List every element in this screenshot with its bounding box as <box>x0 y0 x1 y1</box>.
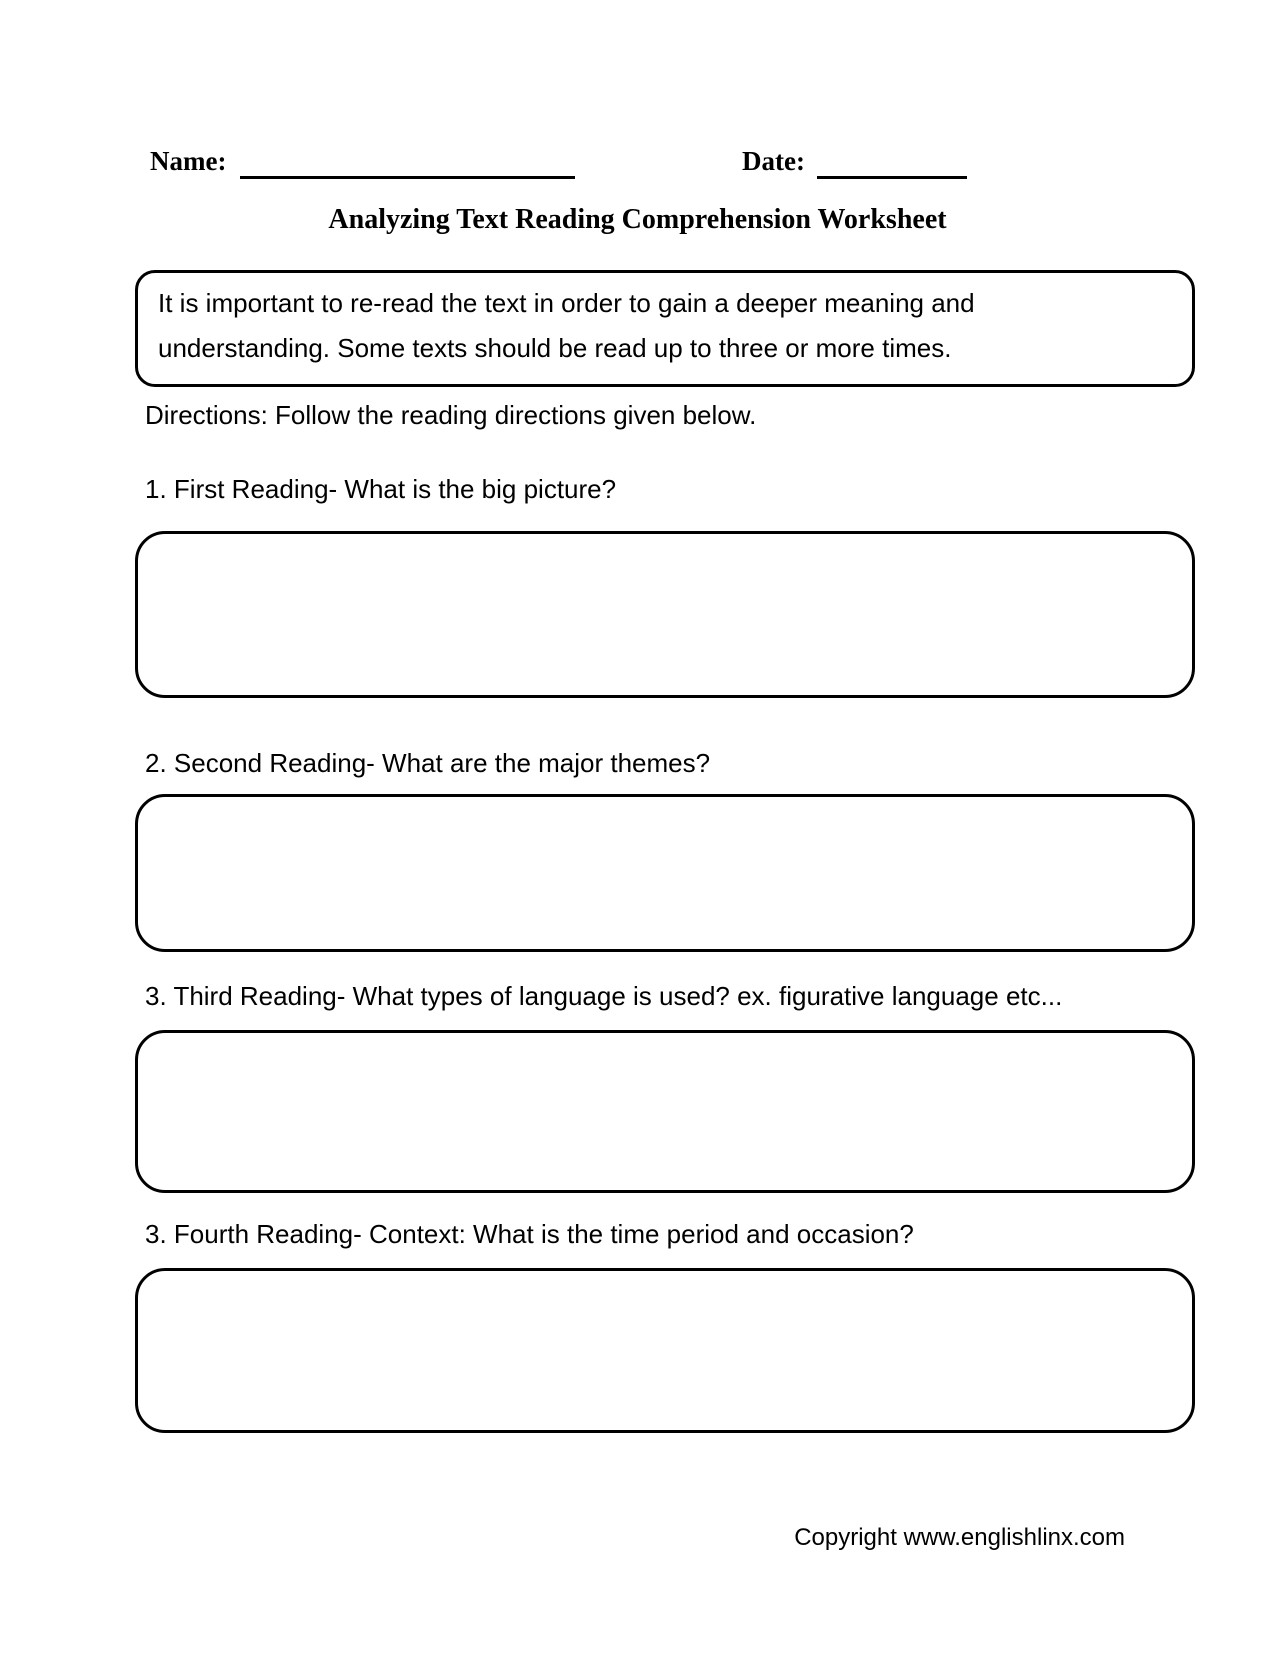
question-4-label: 3. Fourth Reading- Context: What is the time period and occasion? <box>145 1219 914 1249</box>
note-text: It is important to re-read the text in order to gain a deeper meaning and understanding. Some texts should be read up to three or more times. <box>158 288 975 363</box>
note-box <box>135 270 1195 387</box>
page-title: Analyzing Text Reading Comprehension Worksheet <box>328 204 947 235</box>
name-label: Name: <box>150 146 227 176</box>
name-blank-line[interactable] <box>240 176 575 179</box>
question-1-answer-box[interactable] <box>135 531 1195 698</box>
directions-text: Directions: Follow the reading directions given below. <box>145 400 757 430</box>
question-1-label: 1. First Reading- What is the big picture? <box>145 474 617 504</box>
date-blank-line[interactable] <box>817 176 967 179</box>
copyright-text: Copyright www.englishlinx.com <box>794 1524 1125 1551</box>
question-2-answer-box[interactable] <box>135 794 1195 952</box>
question-2-label: 2. Second Reading- What are the major themes? <box>145 748 711 778</box>
question-3-label: 3. Third Reading- What types of language is used? ex. figurative language etc... <box>145 981 1063 1011</box>
question-4-answer-box[interactable] <box>135 1268 1195 1433</box>
question-3-answer-box[interactable] <box>135 1030 1195 1193</box>
date-label: Date: <box>742 146 805 176</box>
